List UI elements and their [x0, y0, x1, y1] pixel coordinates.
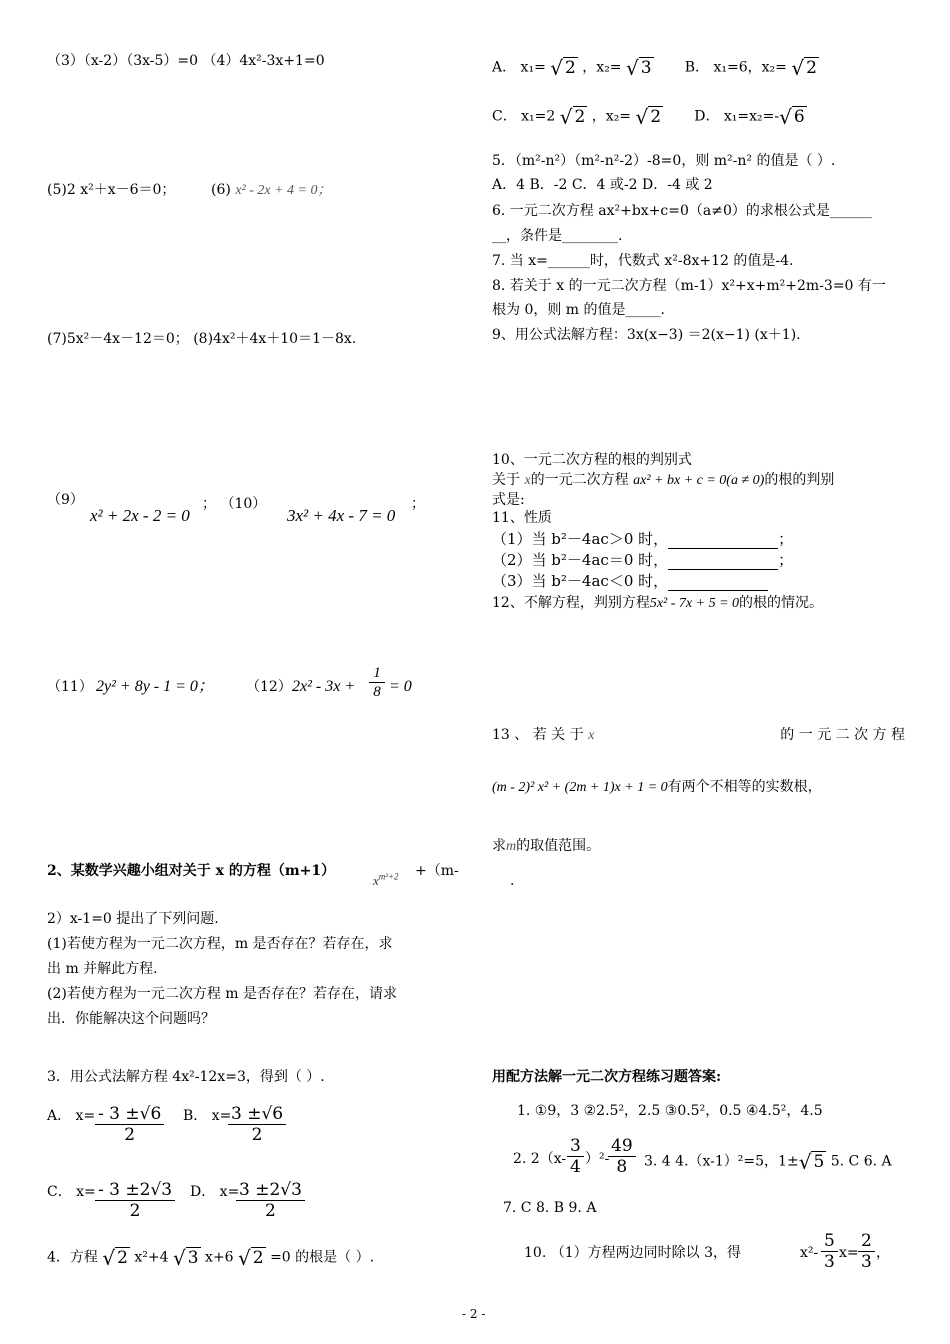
- a2-d: 5. C 6. A: [830, 1153, 892, 1170]
- q10-title: 10、一元二次方程的根的判别式: [492, 452, 692, 468]
- sqrt-icon: √: [550, 55, 564, 80]
- q13-b: 的 一 元 二 次 方 程: [780, 727, 905, 743]
- opt-c-r2: 2: [650, 107, 662, 127]
- q9: 9、用公式法解方程：3x(x−3) ＝2(x−1) (x＋1).: [492, 327, 801, 343]
- blank: [668, 572, 768, 591]
- eq-10-label: ； （10）: [202, 496, 267, 512]
- a2-c: 3. 4 4.（x-1）²=5，1±: [644, 1153, 799, 1170]
- answer-1: 1. ①9，3 ②2.5²，2.5 ③0.5²，0.5 ④4.5²，4.5: [517, 1103, 823, 1119]
- a2-n2: 49: [608, 1136, 636, 1157]
- eq-5-6: [47, 182, 332, 200]
- q11-item-1: （1）当 b²－4ac＞0 时， ；: [492, 530, 794, 548]
- sqrt-icon: √: [798, 1149, 812, 1174]
- sqrt-icon: √: [559, 104, 573, 129]
- q5-options: A．4 B．-2 C．4 或-2 D．-4 或 2: [492, 177, 713, 193]
- stray-dot: .: [510, 873, 515, 889]
- eq-6: x² - 2x + 4 = 0；: [235, 183, 332, 198]
- q13-c: 有两个不相等的实数根，: [667, 779, 822, 795]
- opt-b: B． x₁=6，x₂=: [684, 59, 787, 76]
- blank: [668, 530, 778, 549]
- sqrt-icon: √: [779, 104, 792, 129]
- q6-line-1: 6. 一元二次方程 ax²+bx+c=0（a≠0）的求根公式是______: [492, 203, 872, 219]
- q2-line-4: 出 m 并解此方程.: [47, 961, 158, 977]
- sqrt-icon: √: [791, 55, 805, 80]
- q4-a: 4．方程: [47, 1249, 98, 1266]
- q3-a-num: - 3 ±√6: [95, 1104, 164, 1125]
- eq-9-10: [47, 492, 84, 509]
- a10-n1: 5: [821, 1231, 838, 1252]
- q3-option-d: D． x=: [190, 1184, 240, 1200]
- q11-3-text: （3）当 b²－4ac＜0 时，: [492, 572, 669, 590]
- q10-c: 的根的判别: [764, 472, 835, 488]
- a10-d2: 3: [861, 1252, 872, 1273]
- eq-12-num: 1: [369, 664, 385, 683]
- opt-a: A． x₁=: [492, 59, 546, 76]
- a2-d2: 8: [616, 1157, 628, 1178]
- q4: [47, 1247, 374, 1268]
- sqrt-icon: √: [238, 1245, 251, 1270]
- eq-11: 2y² + 8y - 1 = 0；: [96, 678, 214, 695]
- eq-7-8: (7)5x²－4x－12＝0； (8)4x²＋4x＋10＝1－8x.: [47, 331, 357, 347]
- answer-10-c: x=: [839, 1245, 859, 1261]
- q13-a: 13 、 若 关 于: [492, 727, 584, 743]
- opt-a-r2: 3: [640, 58, 652, 78]
- q11-item-3: [492, 572, 768, 591]
- q2-exp-base: x: [373, 873, 379, 888]
- eq-12-den: 8: [373, 684, 381, 700]
- q2-line-6: 出．你能解决这个问题吗？: [47, 1011, 215, 1027]
- q3-a-den: 2: [124, 1125, 136, 1146]
- eq-9: x² + 2x - 2 = 0: [90, 506, 190, 525]
- opt-d-r: 6: [793, 107, 805, 127]
- q13-eq: (m - 2)² x² + (2m + 1)x + 1 = 0: [492, 780, 668, 795]
- q3-option-d-fraction: [236, 1180, 305, 1222]
- q3-option-b-fraction: [228, 1104, 286, 1146]
- q10-line: [492, 472, 834, 490]
- q13-d: 求: [492, 838, 506, 854]
- a2-d1: 4: [570, 1157, 581, 1178]
- eq-6-label: (6): [211, 182, 231, 198]
- q3-c-den: 2: [129, 1201, 141, 1222]
- q5-stem: 5．（m²-n²）（m²-n²-2）-8=0，则 m²-n² 的值是（ ）.: [492, 153, 836, 169]
- q2-line-5: (2)若使方程为一元二次方程 m 是否存在？若存在，请求: [47, 986, 398, 1002]
- answer-2-b: ）²-: [585, 1151, 610, 1167]
- answer-2-frac-1: [567, 1136, 584, 1178]
- q2-text-b: +（m-: [415, 863, 459, 879]
- q3-d-den: 2: [265, 1201, 276, 1222]
- q13-m: m: [506, 839, 517, 854]
- eq-12-part-a: 2x² - 3x +: [292, 678, 356, 695]
- eq-12-fraction: [369, 664, 385, 701]
- q11-2-text: （2）当 b²－4ac＝0 时，: [492, 551, 669, 569]
- answer-10-e: ，: [876, 1245, 890, 1261]
- a2-r: 5: [813, 1152, 825, 1172]
- answer-10-a: 10. （1）方程两边同时除以 3，得: [524, 1245, 741, 1261]
- eq-5: (5)2 x²＋x－6＝0；: [47, 182, 176, 198]
- opt-c: C． x₁=2: [492, 108, 556, 125]
- q12-b: 的根的情况。: [739, 595, 824, 611]
- q13-x: x: [588, 728, 595, 743]
- q3-d-num: 3 ±2√3: [236, 1180, 305, 1201]
- q4-r3: 3: [187, 1248, 199, 1268]
- q13-line-1: [492, 727, 905, 745]
- q12-a: 12、不解方程，判别方程: [492, 595, 650, 611]
- answer-2-a: 2. 2（x-: [513, 1151, 567, 1167]
- q3-option-a: A． x=: [47, 1108, 96, 1124]
- q3-stem: 3．用公式法解方程 4x²-12x=3，得到（ ）.: [47, 1069, 325, 1085]
- q3-option-c: C． x=: [47, 1184, 96, 1200]
- q3-option-a-fraction: [95, 1104, 164, 1146]
- answers-title: 用配方法解一元二次方程练习题答案:: [492, 1069, 722, 1085]
- a10-d1: 3: [824, 1252, 835, 1273]
- q12: [492, 595, 823, 613]
- q3-b-den: 2: [251, 1125, 263, 1146]
- q4-r2: 2: [117, 1248, 128, 1268]
- q3-option-c-fraction: [95, 1180, 175, 1222]
- q10-x: x: [524, 473, 531, 488]
- q11-title: 11、性质: [492, 510, 552, 526]
- opt-a-r1: 2: [565, 58, 576, 78]
- a2-n1: 3: [567, 1136, 584, 1157]
- q7: 7. 当 x=______时，代数式 x²-8x+12 的值是-4.: [492, 253, 794, 269]
- answer-10-b: x²-: [800, 1245, 819, 1261]
- q13-line-3: [492, 838, 600, 856]
- q8-line-2: 根为 0，则 m 的值是_____.: [492, 302, 665, 318]
- opt-d: D． x₁=x₂=-: [694, 108, 780, 125]
- q4-options-cd: [492, 106, 807, 127]
- q4-r2b: 2: [252, 1248, 264, 1268]
- sqrt-icon: √: [173, 1245, 186, 1270]
- q13-e: 的取值范围。: [516, 838, 601, 854]
- eq-3-4: （3）（x-2）（3x-5）=0 （4）4x²-3x+1=0: [47, 53, 325, 69]
- q3-c-num: - 3 ±2√3: [95, 1180, 175, 1201]
- q4-d: =0 的根是（ ）.: [270, 1249, 375, 1266]
- sqrt-icon: √: [102, 1245, 116, 1270]
- q4-b: x²+4: [134, 1249, 169, 1266]
- semicolon: ；: [411, 496, 425, 512]
- opt-c-2: ，x₂=: [591, 108, 632, 125]
- q10-a: 关于: [492, 472, 520, 488]
- q2-line-1: [47, 863, 335, 880]
- q2-line-3: (1)若使方程为一元二次方程，m 是否存在？若存在，求: [47, 936, 393, 952]
- q3-b-num: 3 ±√6: [228, 1104, 286, 1125]
- q6-line-2: __，条件是________.: [492, 228, 623, 244]
- opt-b-r: 2: [806, 58, 817, 78]
- eq-12-part-b: = 0: [389, 678, 412, 695]
- q2-exp-sup: m²+2: [378, 871, 399, 882]
- q3-option-b: B． x=: [183, 1108, 232, 1124]
- eq-11-label: （11）: [47, 679, 93, 695]
- q2-line-2: 2）x-1=0 提出了下列问题.: [47, 911, 219, 927]
- eq-9-label: （9）: [47, 492, 84, 508]
- sqrt-icon: √: [635, 104, 649, 129]
- opt-c-r1: 2: [574, 107, 586, 127]
- answer-2-frac-2: [608, 1136, 636, 1178]
- q2-text-a: 2、某数学兴趣小组对关于 x 的方程（m+1）: [47, 863, 336, 879]
- q10-b: 的一元二次方程: [530, 472, 629, 488]
- q13-line-2: [492, 779, 822, 797]
- a10-n2: 2: [858, 1231, 875, 1252]
- q4-c: x+6: [205, 1249, 234, 1266]
- answer-2-c: [644, 1151, 892, 1172]
- eq-12: [292, 677, 355, 696]
- q2-exp: [373, 873, 399, 889]
- eq-12-label: （12）: [246, 679, 292, 695]
- q4-options-ab: [492, 57, 819, 78]
- answer-10-frac-2: [858, 1231, 875, 1273]
- page-number: - 2 -: [462, 1307, 486, 1321]
- q10-d: 式是:: [492, 492, 525, 508]
- q12-eq: 5x² - 7x + 5 = 0: [649, 596, 740, 611]
- opt-a-2: ，x₂=: [582, 59, 622, 76]
- eq-10: 3x² + 4x - 7 = 0: [287, 506, 396, 525]
- q11-1-text: （1）当 b²－4ac＞0 时，: [492, 530, 669, 548]
- q11-item-2: （2）当 b²－4ac＝0 时， ；: [492, 551, 794, 569]
- answer-7: 7. C 8. B 9. A: [503, 1200, 597, 1216]
- q10-eq: ax² + bx + c = 0(a ≠ 0): [633, 473, 765, 488]
- blank: [668, 551, 778, 570]
- answer-10-frac-1: [821, 1231, 838, 1273]
- sqrt-icon: √: [626, 55, 639, 80]
- q8-line-1: 8. 若关于 x 的一元二次方程（m-1）x²+x+m²+2m-3=0 有一: [492, 278, 886, 294]
